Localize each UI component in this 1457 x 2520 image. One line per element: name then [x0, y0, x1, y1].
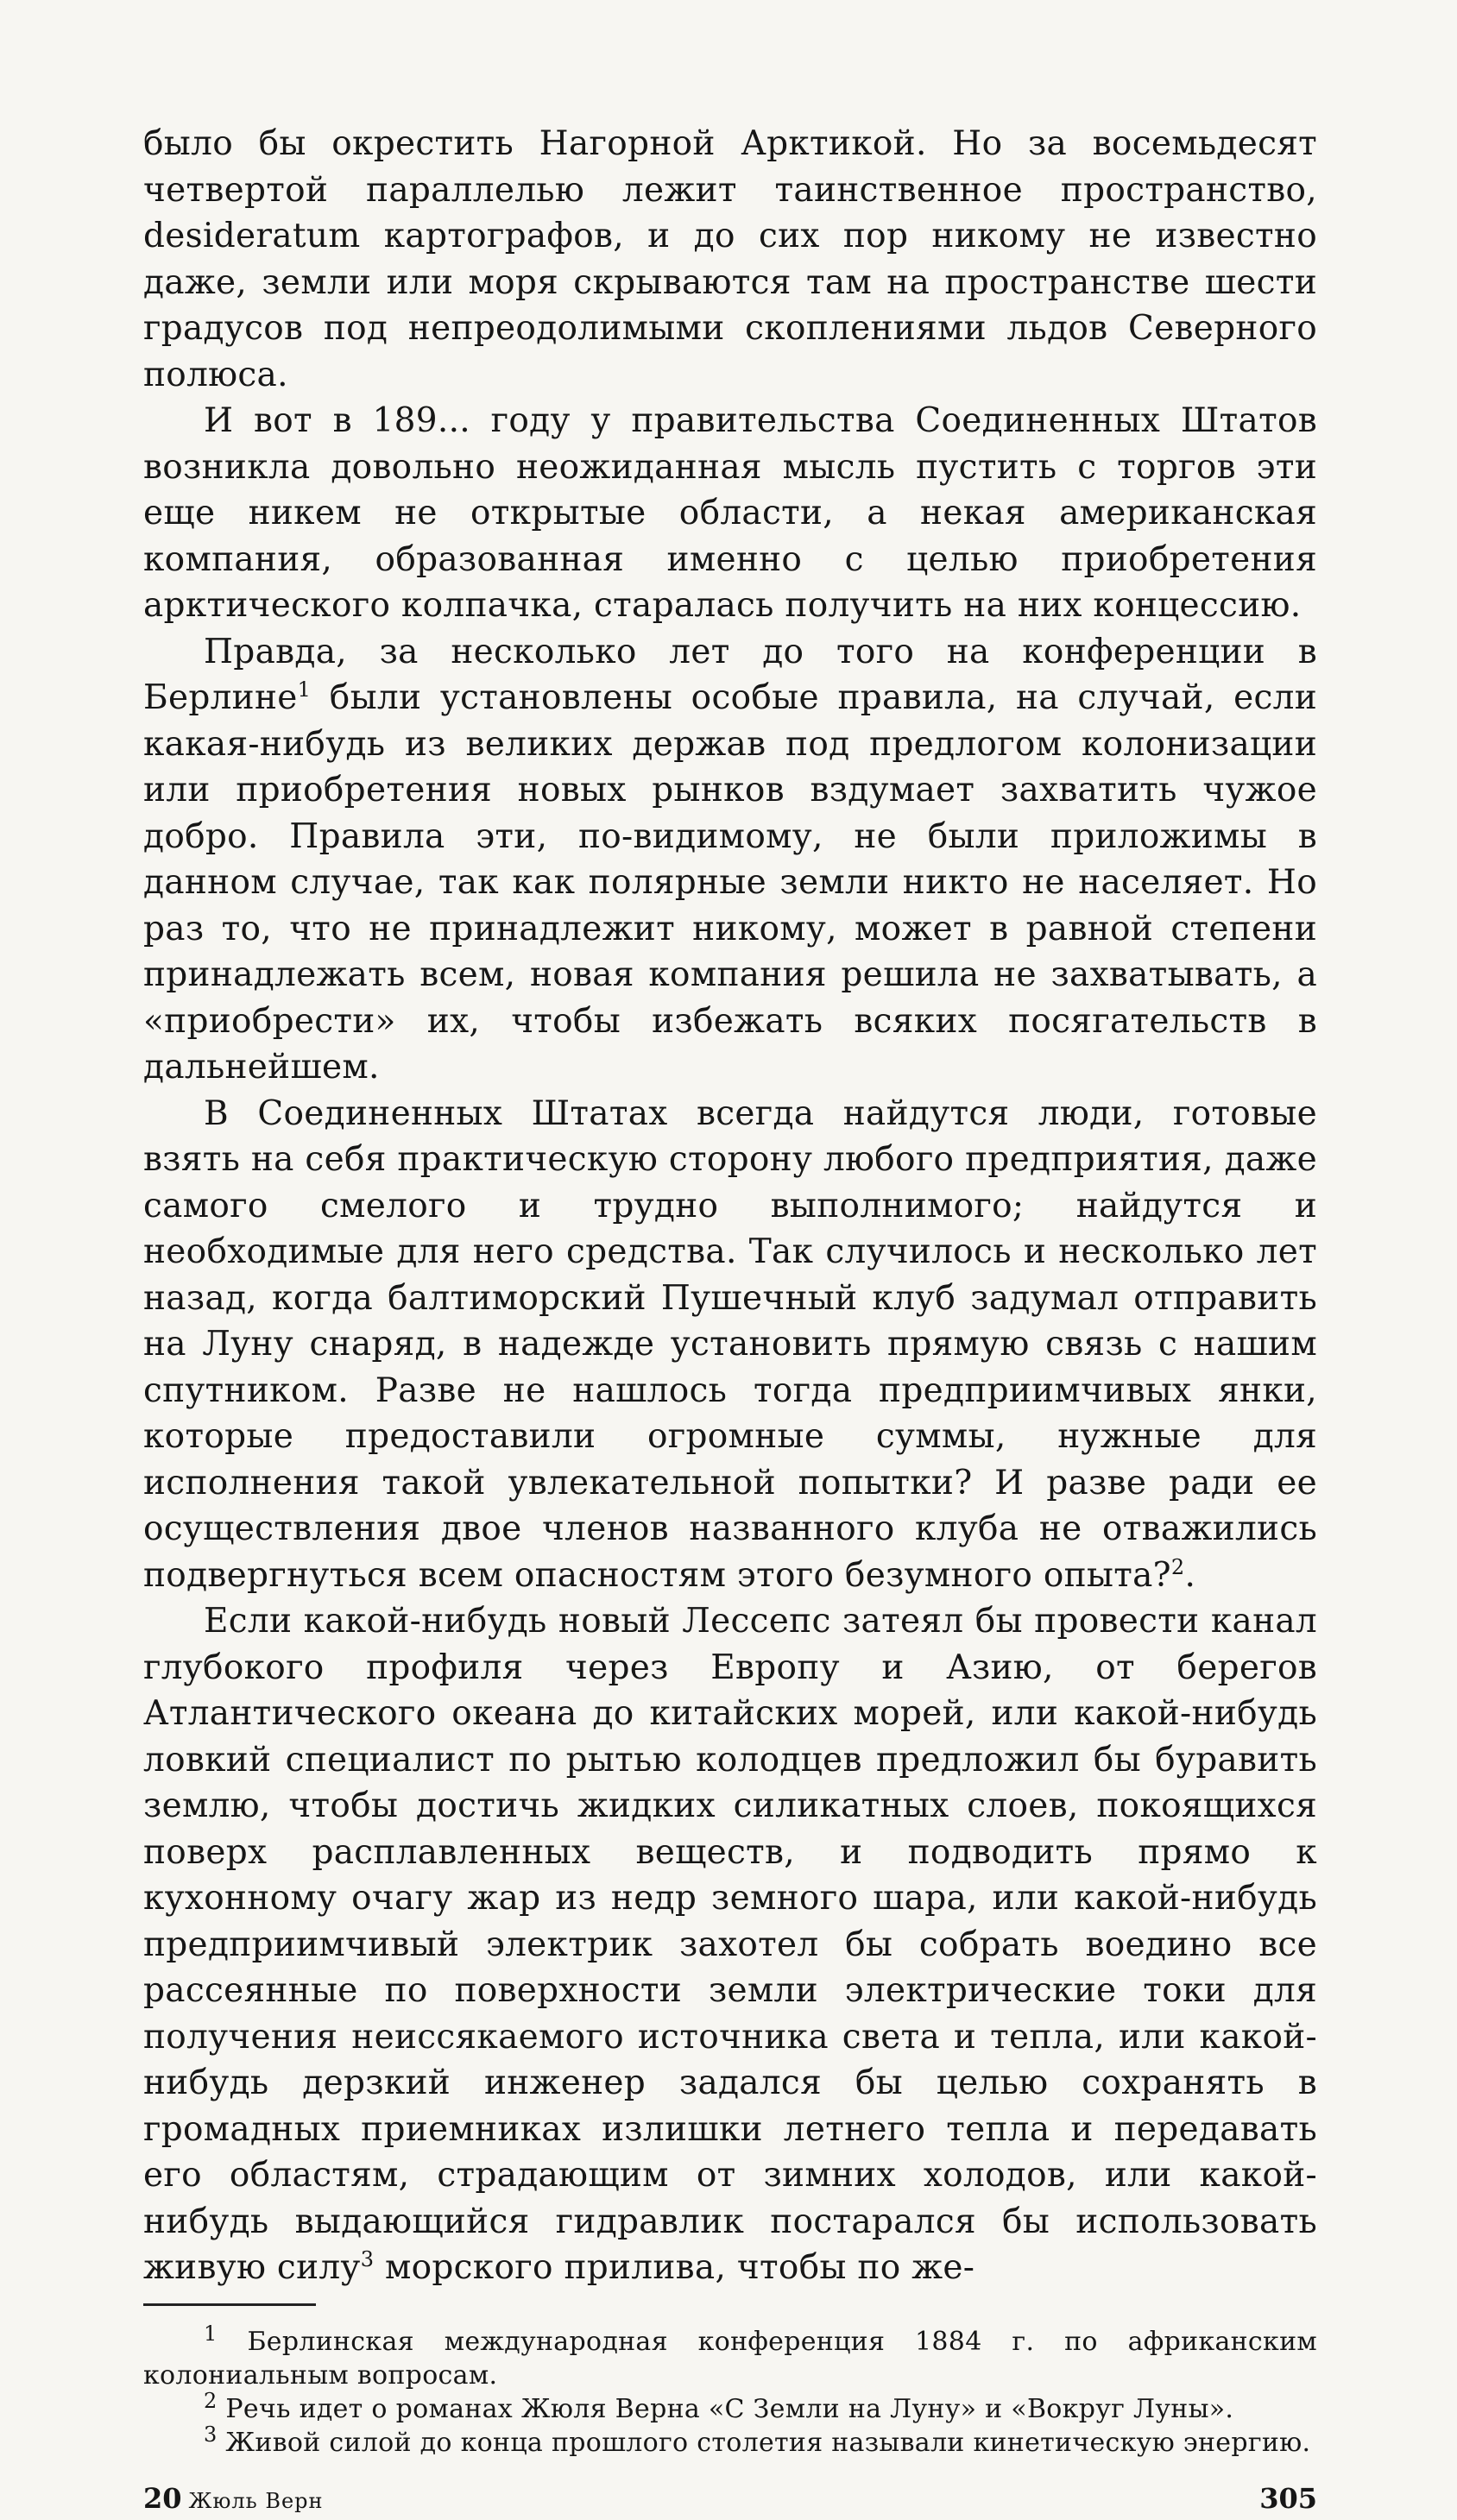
footnote-text-3: Живой силой до конца прошлого столетия называли кинетическую энергию. [225, 2427, 1311, 2458]
paragraph-2: И вот в 189... году у правительства Соединенных Штатов возникла довольно неожиданная мысль пустить с торгов эти еще никем не открытые области, а некая американская компания, образованная именно с целью приобретения арктического колпачка, старалась получить на них концессию. [143, 401, 1317, 625]
footnote-mark-1: 1 [204, 2321, 218, 2346]
paragraph-3-text-b: были установлены особые правила, на случай, если какая-нибудь из великих держав под предлогом колонизации или приобретения новых рынков вздумает захватить чужое добро. Правила эти, по-видимому, не были приложимы в данном случае, так как полярные земли никто не населяет. Но раз то, что не принадлежит никому, может в равной степени принадлежать всем, новая компания решила не захватывать, а «приобрести» их, чтобы избежать всяких посягательств в дальнейшем. [143, 678, 1317, 1087]
paragraph-3 [143, 629, 1317, 1091]
footnote-3 [143, 2422, 1317, 2460]
book-page [143, 121, 1317, 2520]
signature-number: 20 [143, 2481, 182, 2515]
footnotes [143, 2321, 1318, 2460]
printer-signature [143, 2482, 324, 2515]
footnote-2 [143, 2388, 1317, 2426]
footnote-mark-2: 2 [204, 2388, 218, 2413]
footnote-1 [143, 2321, 1318, 2392]
body-text [143, 121, 1317, 2291]
paragraph-4 [143, 1091, 1317, 1599]
paragraph-5-text-b: морского прилива, чтобы по же- [374, 2248, 975, 2287]
paragraph-3-text-a: Правда, за несколько лет до того на конференции в Берлине [143, 632, 1317, 717]
footnote-divider [143, 2303, 316, 2306]
page-number: 305 [1259, 2481, 1317, 2515]
page-footer [143, 2482, 1317, 2520]
signature-name: Жюль Верн [188, 2488, 324, 2513]
paragraph-1: было бы окрестить Нагорной Арктикой. Но за восемьдесят четвертой параллелью лежит таинственное пространство, desideratum картографов, и до сих пор никому не известно даже, земли или моря скрываются там на пространстве шести градусов под непреодолимыми скоплениями льдов Северного полюса. [143, 124, 1317, 394]
footnote-text-1: Берлинская международная конференция 1884 г. по африканским колониальным вопросам. [143, 2326, 1318, 2391]
footnote-text-2: Речь идет о романах Жюля Верна «С Земли на Луну» и «Вокруг Луны». [225, 2393, 1234, 2424]
paragraph-5-text-a: Если какой-нибудь новый Лессепс затеял бы провести канал глубокого профиля через Европу и Азию, от берегов Атлантического океана до китайских морей, или какой-нибудь ловкий специалист по рытью колодцев предложил бы буравить землю, чтобы достичь жидких силикатных слоев, покоящихся поверх расплавленных веществ, и подводить прямо к кухонному очагу жар из недр земного шара, или какой-нибудь предприимчивый электрик захотел бы собрать воедино все рассеянные по поверхности земли электрические токи для получения неиссякаемого источника света и тепла, или какой-нибудь дерзкий инженер задался бы целью сохранять в громадных приемниках излишки летнего тепла и передавать его областям, страдающим от зимних холодов, или какой-нибудь выдающийся гидравлик постарался бы использовать живую силу [143, 1602, 1317, 2287]
paragraph-5 [143, 1598, 1317, 2291]
paragraph-4-text-a: В Соединенных Штатах всегда найдутся люди, готовые взять на себя практическую сторону любого предприятия, даже самого смелого и трудно выполнимого; найдутся и необходимые для него средства. Так случилось и несколько лет назад, когда балтиморский Пушечный клуб задумал отправить на Луну снаряд, в надежде установить прямую связь с нашим спутником. Разве не нашлось тогда предприимчивых янки, которые предоставили огромные суммы, нужные для исполнения такой увлекательной попытки? И разве ради ее осуществления двое членов названного клуба не отважились подвергнуться всем опасностям этого безумного опыта? [143, 1093, 1317, 1595]
paragraph-4-text-b: . [1184, 1555, 1196, 1595]
footnote-ref-1: 1 [297, 677, 312, 702]
footnote-ref-2: 2 [1170, 1554, 1185, 1579]
footnote-ref-3: 3 [360, 2247, 375, 2271]
footnote-mark-3: 3 [204, 2422, 218, 2447]
